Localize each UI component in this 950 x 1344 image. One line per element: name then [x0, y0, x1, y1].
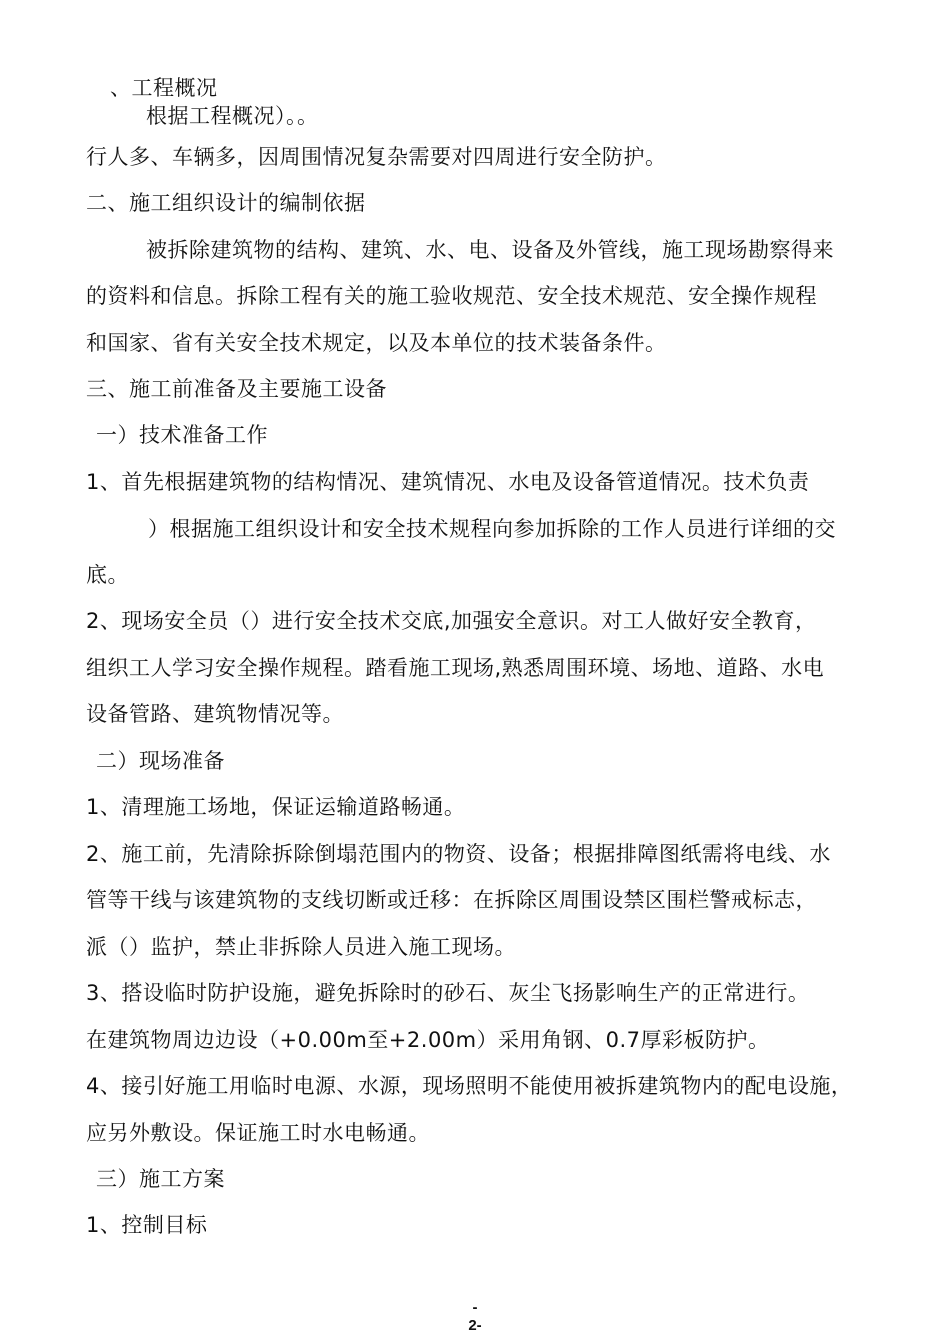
text-line: 和国家、省有关安全技术规定，以及本单位的技术装备条件。: [86, 331, 667, 355]
text-line: 派（）监护，禁止非拆除人员进入施工现场。: [86, 935, 516, 959]
section-heading: 三、施工前准备及主要施工设备: [86, 377, 387, 401]
text-line: 在建筑物周边边设（+0.00m至+2.00m）采用角钢、0.7厚彩板防护。: [86, 1028, 770, 1052]
text-line: 被拆除建筑物的结构、建筑、水、电、设备及外管线，施工现场勘察得来: [146, 238, 834, 262]
text-line: 3、搭设临时防护设施，避免拆除时的砂石、灰尘飞扬影响生产的正常进行。: [86, 981, 810, 1005]
text-line: 1、首先根据建筑物的结构情况、建筑情况、水电及设备管道情况。技术负责: [86, 470, 810, 494]
text-line: 管等干线与该建筑物的支线切断或迁移：在拆除区周围设禁区围栏警戒标志，: [86, 888, 817, 912]
subsection-heading: 三）施工方案: [96, 1167, 225, 1191]
text-line: 行人多、车辆多，因周围情况复杂需要对四周进行安全防护。: [86, 145, 667, 169]
text-line: 2、施工前，先清除拆除倒塌范围内的物资、设备；根据排障图纸需将电线、水: [86, 842, 831, 866]
section-heading: 二、施工组织设计的编制依据: [86, 191, 366, 215]
text-line: ）根据施工组织设计和安全技术规程向参加拆除的工作人员进行详细的交: [148, 517, 836, 541]
section-heading: 、工程概况: [110, 76, 218, 100]
page-number-dash: -: [472, 1299, 478, 1316]
page-number: 2-: [468, 1317, 482, 1334]
text-line: 根据工程概况）。。: [146, 104, 319, 128]
text-line: 2、现场安全员（）进行安全技术交底,加强安全意识。对工人做好安全教育，: [86, 609, 817, 633]
text-line: 1、控制目标: [86, 1213, 208, 1237]
text-line: 1、清理施工场地，保证运输道路畅通。: [86, 795, 466, 819]
text-line: 应另外敷设。保证施工时水电畅通。: [86, 1121, 430, 1145]
text-line: 底。: [86, 563, 129, 587]
subsection-heading: 二）现场准备: [96, 749, 225, 773]
text-line: 的资料和信息。拆除工程有关的施工验收规范、安全技术规范、安全操作规程: [86, 284, 817, 308]
subsection-heading: 一）技术准备工作: [96, 423, 268, 447]
text-line: 设备管路、建筑物情况等。: [86, 702, 344, 726]
text-line: 组织工人学习安全操作规程。踏看施工现场,熟悉周围环境、场地、道路、水电: [86, 656, 825, 680]
text-line: 4、接引好施工用临时电源、水源，现场照明不能使用被拆建筑物内的配电设施，: [86, 1074, 853, 1098]
